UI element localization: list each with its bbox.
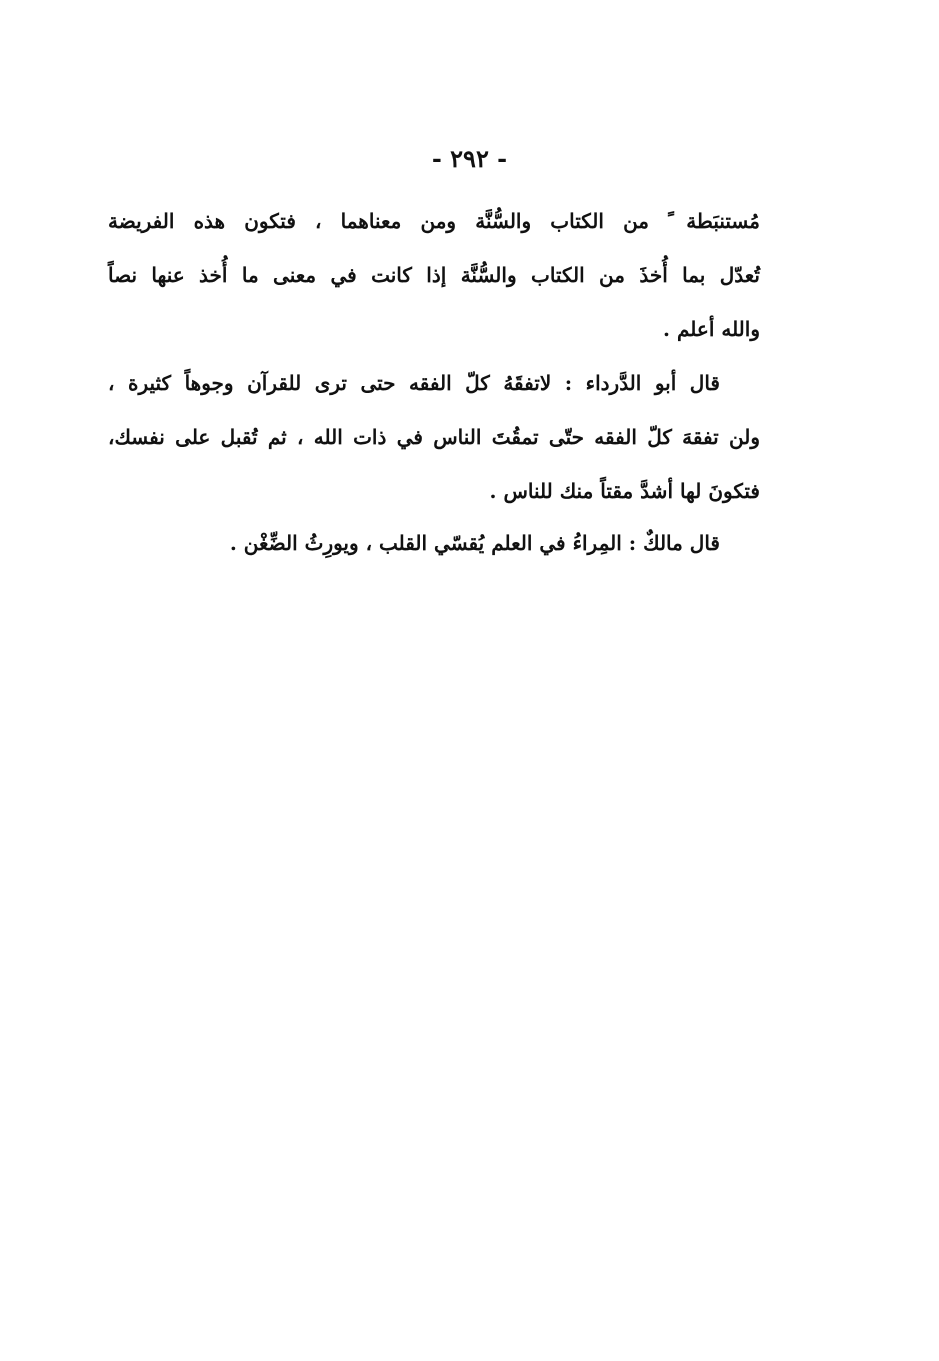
- paragraph-3: [108, 516, 760, 570]
- paragraph-line: ولن تفقهَ كلّ الفقه حتّى تمقُتَ الناس في ذات الله ، ثم تُقبل على نفسك،: [108, 425, 760, 449]
- paragraph-line: مُستنبَطة ً من الكتاب والسُّنَّة ومن معناهما ، فتكون هذه الفريضة: [108, 209, 760, 233]
- paragraph-2: [108, 356, 760, 518]
- paragraph-line: والله أعلم .: [663, 317, 760, 341]
- paragraph-line: تُعدّل بما أُخذَ من الكتاب والسُّنَّة إذا كانت في معنى ما أُخذ عنها نصاً: [108, 263, 760, 287]
- page-number: - ٢٩٢ -: [431, 144, 508, 173]
- paragraph-line: قال أبو الدَّرداء : لاتفقَهُ كلّ الفقه حتى ترى للقرآن وجوهاً كثيرة ،: [108, 371, 720, 395]
- paragraph-1: [108, 194, 760, 356]
- paragraph-line: قال مالكٌ : المِراءُ في العلم يُقسّي القلب ، ويورِثُ الضِّغْن .: [229, 531, 720, 555]
- paragraph-line: فتكونَ لها أشدَّ مقتاً منك للناس .: [489, 479, 760, 503]
